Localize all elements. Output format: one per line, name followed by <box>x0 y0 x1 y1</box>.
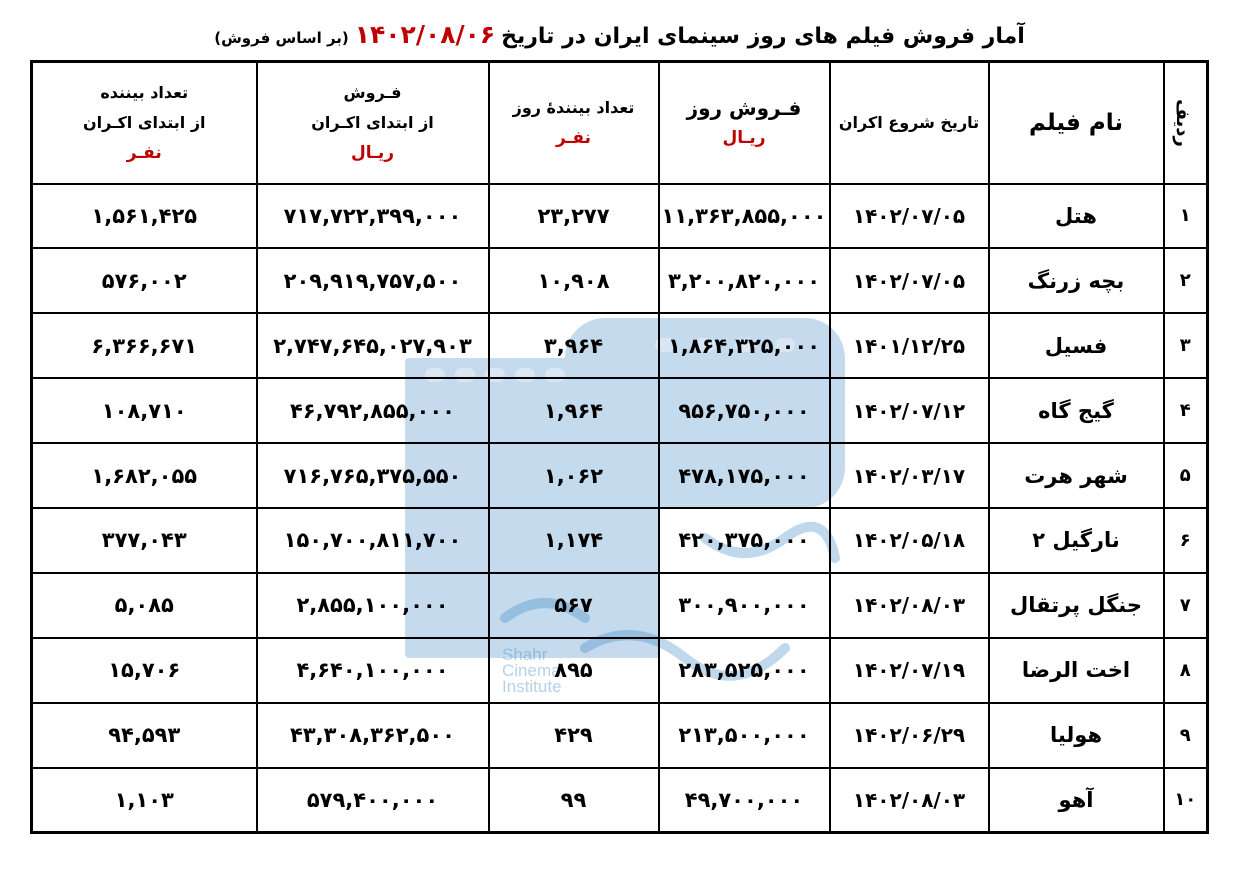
start-date: ۱۴۰۲/۰۸/۰۳ <box>830 768 989 833</box>
table-row <box>32 703 1208 768</box>
unit-rial: ریـال <box>350 142 395 163</box>
daily-viewers: ۳,۹۶۴ <box>489 313 659 378</box>
total-sales: ۲,۷۴۷,۶۴۵,۰۲۷,۹۰۳ <box>257 313 489 378</box>
page-title <box>0 20 1239 54</box>
total-viewers: ۵۷۶,۰۰۲ <box>32 248 257 313</box>
header-start-date: تاریخ شروع اکران <box>830 62 989 184</box>
row-number: ۱۰ <box>1164 768 1208 833</box>
header-total-sales: فـروش از ابتدای اکـران ریـال <box>257 62 489 184</box>
unit-person: نفـر <box>555 127 591 148</box>
film-name: گیج گاه <box>989 378 1164 443</box>
row-number: ۸ <box>1164 638 1208 703</box>
total-sales: ۴۳,۳۰۸,۳۶۲,۵۰۰ <box>257 703 489 768</box>
daily-sales: ۲۸۳,۵۲۵,۰۰۰ <box>659 638 830 703</box>
start-date: ۱۴۰۱/۱۲/۲۵ <box>830 313 989 378</box>
total-sales: ۷۱۶,۷۶۵,۳۷۵,۵۵۰ <box>257 443 489 508</box>
table-row <box>32 248 1208 313</box>
start-date: ۱۴۰۲/۰۵/۱۸ <box>830 508 989 573</box>
start-date: ۱۴۰۲/۰۷/۱۲ <box>830 378 989 443</box>
daily-sales: ۱۱,۳۶۳,۸۵۵,۰۰۰ <box>659 184 830 249</box>
total-viewers: ۶,۳۶۶,۶۷۱ <box>32 313 257 378</box>
start-date: ۱۴۰۲/۰۷/۰۵ <box>830 248 989 313</box>
daily-sales: ۳,۲۰۰,۸۲۰,۰۰۰ <box>659 248 830 313</box>
header-row-number: ردیف <box>1164 62 1208 184</box>
daily-sales: ۳۰۰,۹۰۰,۰۰۰ <box>659 573 830 638</box>
total-sales: ۴,۶۴۰,۱۰۰,۰۰۰ <box>257 638 489 703</box>
film-name: نارگیل ۲ <box>989 508 1164 573</box>
total-viewers: ۱,۵۶۱,۴۲۵ <box>32 184 257 249</box>
total-sales: ۲,۸۵۵,۱۰۰,۰۰۰ <box>257 573 489 638</box>
daily-sales: ۱,۸۶۴,۳۲۵,۰۰۰ <box>659 313 830 378</box>
table-row <box>32 184 1208 249</box>
header-row <box>32 62 1208 184</box>
table-row <box>32 378 1208 443</box>
table-row <box>32 768 1208 833</box>
row-number: ۱ <box>1164 184 1208 249</box>
row-number: ۴ <box>1164 378 1208 443</box>
title-text: آمار فروش فیلم های روز سینمای ایران در تاریخ <box>501 24 1025 49</box>
total-viewers: ۹۴,۵۹۳ <box>32 703 257 768</box>
daily-viewers: ۱,۱۷۴ <box>489 508 659 573</box>
header-total-viewers: تعداد بیننده از ابتدای اکـران نفـر <box>32 62 257 184</box>
start-date: ۱۴۰۲/۰۶/۲۹ <box>830 703 989 768</box>
row-number: ۶ <box>1164 508 1208 573</box>
total-sales: ۵۷۹,۴۰۰,۰۰۰ <box>257 768 489 833</box>
table-row <box>32 638 1208 703</box>
total-viewers: ۱,۶۸۲,۰۵۵ <box>32 443 257 508</box>
header-daily-sales: فـروش روز ریـال <box>659 62 830 184</box>
film-name: شهر هرت <box>989 443 1164 508</box>
total-viewers: ۱۵,۷۰۶ <box>32 638 257 703</box>
daily-viewers: ۱,۰۶۲ <box>489 443 659 508</box>
total-viewers: ۱,۱۰۳ <box>32 768 257 833</box>
row-number: ۷ <box>1164 573 1208 638</box>
header-daily-viewers: تعداد بینندۀ روز نفـر <box>489 62 659 184</box>
film-name: جنگل پرتقال <box>989 573 1164 638</box>
watermark-line-3: Institute <box>502 677 562 696</box>
daily-viewers: ۸۹۵ <box>489 638 659 703</box>
unit-person: نفـر <box>126 142 162 163</box>
daily-sales: ۴۷۸,۱۷۵,۰۰۰ <box>659 443 830 508</box>
daily-viewers: ۵۶۷ <box>489 573 659 638</box>
start-date: ۱۴۰۲/۰۳/۱۷ <box>830 443 989 508</box>
table-row <box>32 573 1208 638</box>
total-viewers: ۵,۰۸۵ <box>32 573 257 638</box>
total-sales: ۷۱۷,۷۲۲,۳۹۹,۰۰۰ <box>257 184 489 249</box>
header-film-name: نام فیلم <box>989 62 1164 184</box>
start-date: ۱۴۰۲/۰۸/۰۳ <box>830 573 989 638</box>
watermark-line-2: Cinema <box>502 661 561 680</box>
daily-viewers: ۱,۹۶۴ <box>489 378 659 443</box>
daily-sales: ۹۵۶,۷۵۰,۰۰۰ <box>659 378 830 443</box>
watermark-line-1: Shahr <box>502 645 548 664</box>
total-viewers: ۳۷۷,۰۴۳ <box>32 508 257 573</box>
start-date: ۱۴۰۲/۰۷/۱۹ <box>830 638 989 703</box>
table-row <box>32 508 1208 573</box>
total-sales: ۱۵۰,۷۰۰,۸۱۱,۷۰۰ <box>257 508 489 573</box>
total-sales: ۲۰۹,۹۱۹,۷۵۷,۵۰۰ <box>257 248 489 313</box>
daily-sales: ۴۲۰,۳۷۵,۰۰۰ <box>659 508 830 573</box>
film-name: هولیا <box>989 703 1164 768</box>
film-name: آهو <box>989 768 1164 833</box>
daily-viewers: ۹۹ <box>489 768 659 833</box>
film-name: هتل <box>989 184 1164 249</box>
daily-viewers: ۲۳,۲۷۷ <box>489 184 659 249</box>
title-note: (بر اساس فروش) <box>214 29 349 47</box>
unit-rial: ریـال <box>722 127 766 148</box>
daily-sales: ۲۱۳,۵۰۰,۰۰۰ <box>659 703 830 768</box>
row-number: ۹ <box>1164 703 1208 768</box>
row-number: ۵ <box>1164 443 1208 508</box>
title-date: ۱۴۰۲/۰۸/۰۶ <box>354 20 496 49</box>
daily-viewers: ۱۰,۹۰۸ <box>489 248 659 313</box>
start-date: ۱۴۰۲/۰۷/۰۵ <box>830 184 989 249</box>
total-sales: ۴۶,۷۹۲,۸۵۵,۰۰۰ <box>257 378 489 443</box>
film-name: فسیل <box>989 313 1164 378</box>
film-name: اخت الرضا <box>989 638 1164 703</box>
table-row <box>32 313 1208 378</box>
table-row <box>32 443 1208 508</box>
sales-table <box>30 60 1209 834</box>
film-name: بچه زرنگ <box>989 248 1164 313</box>
daily-sales: ۴۹,۷۰۰,۰۰۰ <box>659 768 830 833</box>
row-number: ۲ <box>1164 248 1208 313</box>
total-viewers: ۱۰۸,۷۱۰ <box>32 378 257 443</box>
daily-viewers: ۴۲۹ <box>489 703 659 768</box>
row-number: ۳ <box>1164 313 1208 378</box>
